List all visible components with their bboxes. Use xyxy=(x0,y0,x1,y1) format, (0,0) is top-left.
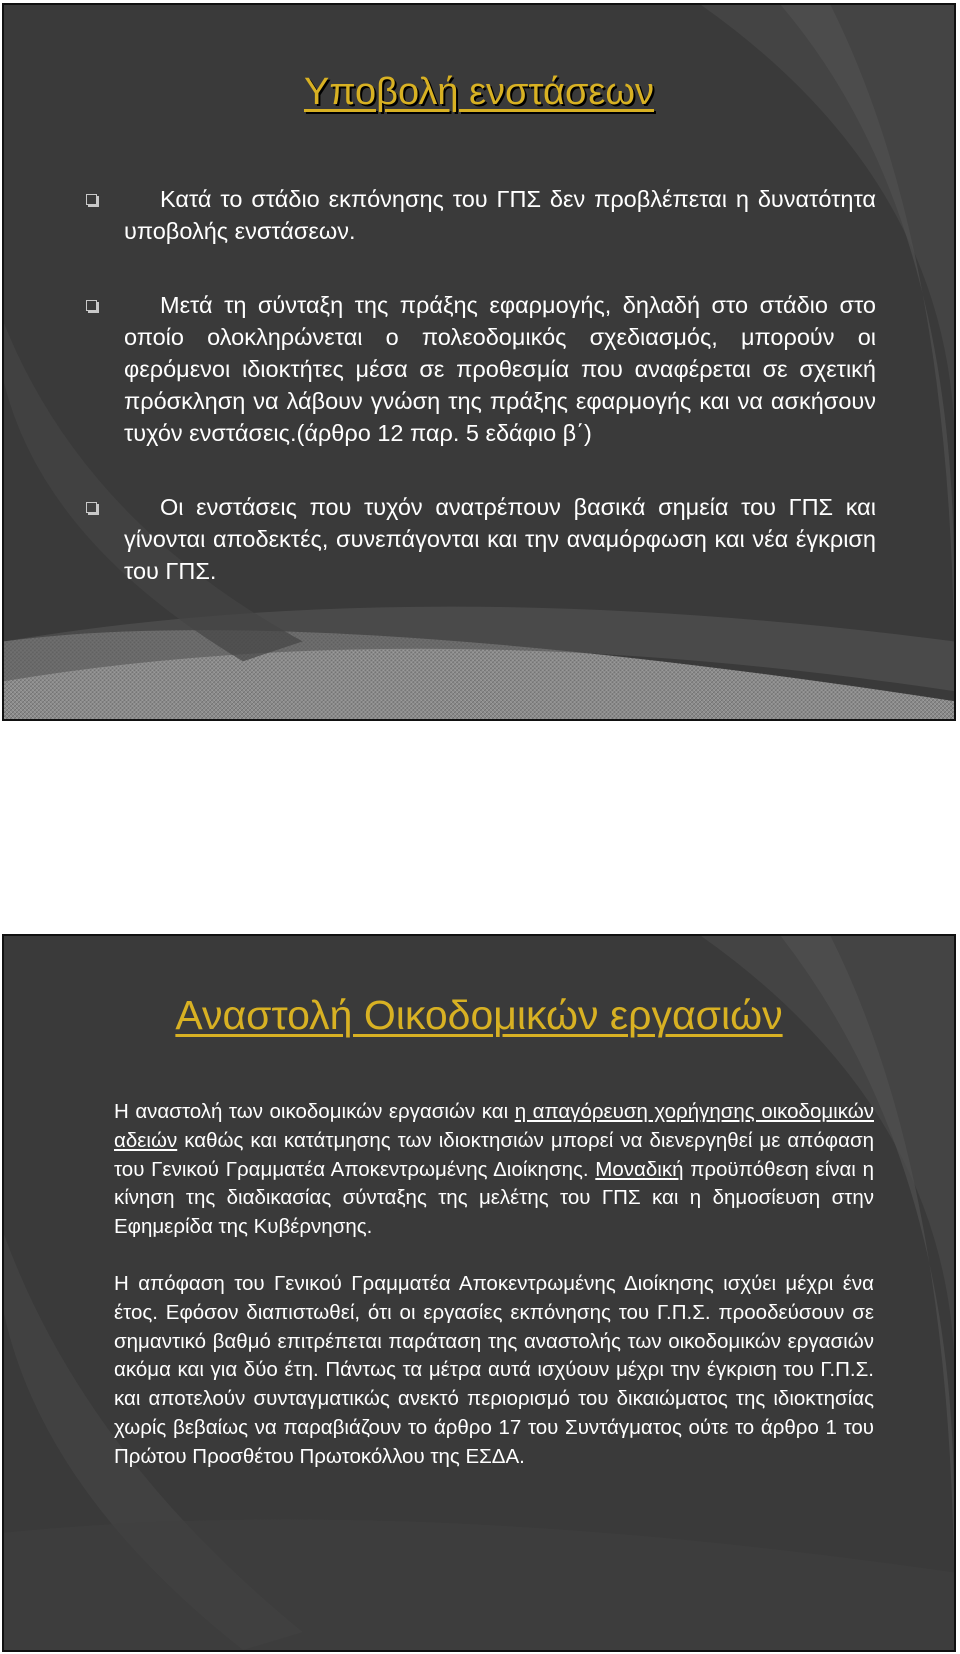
slide-2-paragraph-1 xyxy=(114,1098,874,1242)
bullet-text: Οι ενστάσεις που τυχόν ανατρέπουν βασικά σημεία του ΓΠΣ και γίνονται αποδεκτές, συνεπάγονται και την αναμόρφωση και νέα έγκριση του ΓΠΣ. xyxy=(124,494,876,584)
slide-1-bullet-list xyxy=(86,183,876,629)
slide-2-title: Αναστολή Οικοδομικών εργασιών xyxy=(175,992,783,1038)
bullet-text: Μετά τη σύνταξη της πράξης εφαρμογής, δηλαδή στο στάδιο στο οποίο ολοκληρώνεται ο πολεοδομικός σχεδιασμός, μπορούν οι φερόμενοι ιδιοκτήτες μέσα σε προθεσμία που αναφέρεται σε σχετική πρόσκληση να λάβουν γνώση της πράξης εφαρμογής και να ασκήσουν τυχόν ενστάσεις.(άρθρο 12 παρ. 5 εδάφιο β΄) xyxy=(124,292,876,446)
hollow-square-bullet-icon xyxy=(86,194,97,205)
paragraph-1-text: προϋπόθεση είναι η κίνηση της διαδικασίας σύνταξης της μελέτης του ΓΠΣ και η δημοσίευση στην Εφημερίδα της Κυβέρνησης. xyxy=(114,1157,874,1239)
paragraph-1-text: Η αναστολή των οικοδομικών εργασιών και xyxy=(114,1100,515,1123)
hollow-square-bullet-icon xyxy=(86,300,97,311)
slide-2-body xyxy=(114,1098,874,1500)
bullet-item xyxy=(86,183,876,247)
paragraph-1-underlined-text: Μοναδική xyxy=(595,1157,684,1181)
slide-1-title: Υποβολή ενστάσεων xyxy=(303,71,654,113)
slide-1 xyxy=(2,3,956,721)
hollow-square-bullet-icon xyxy=(86,502,97,513)
paragraph-1-text: καθώς και κατάτμησης των ιδιοκτησιών μπορεί να διενεργηθεί με απόφαση του Γενικού Γραμματέα Αποκεντρωμένης Διοίκησης. xyxy=(114,1128,874,1181)
bullet-item xyxy=(86,289,876,449)
bullet-item xyxy=(86,491,876,587)
slide-2 xyxy=(2,934,956,1652)
slide-2-paragraph-2: Η απόφαση του Γενικού Γραμματέα Αποκεντρωμένης Διοίκησης ισχύει μέχρι ένα έτος. Εφόσον διαπιστωθεί, ότι οι εργασίες εκπόνησης του Γ.Π.Σ. προοδεύσουν σε σημαντικό βαθμό επιτρέπεται παράταση της αναστολής των οικοδομικών εργασιών ακόμα και για δύο έτη. Πάντως τα μέτρα αυτά ισχύουν μέχρι την έγκριση του Γ.Π.Σ. και αποτελούν συνταγματικώς ανεκτό περιορισμό του δικαιώματος της ιδιοκτησίας χωρίς βεβαίως να παραβιάζουν το άρθρο 17 του Συντάγματος ούτε το άρθρο 1 του Πρώτου Προσθέτου Πρωτοκόλλου της ΕΣΔΑ. xyxy=(114,1271,874,1468)
paragraph-1-underlined-text: η απαγόρευση χορήγησης οικοδομικών αδειών xyxy=(114,1100,874,1152)
bullet-text: Κατά το στάδιο εκπόνησης του ΓΠΣ δεν προβλέπεται η δυνατότητα υποβολής ενστάσεων. xyxy=(124,186,876,244)
